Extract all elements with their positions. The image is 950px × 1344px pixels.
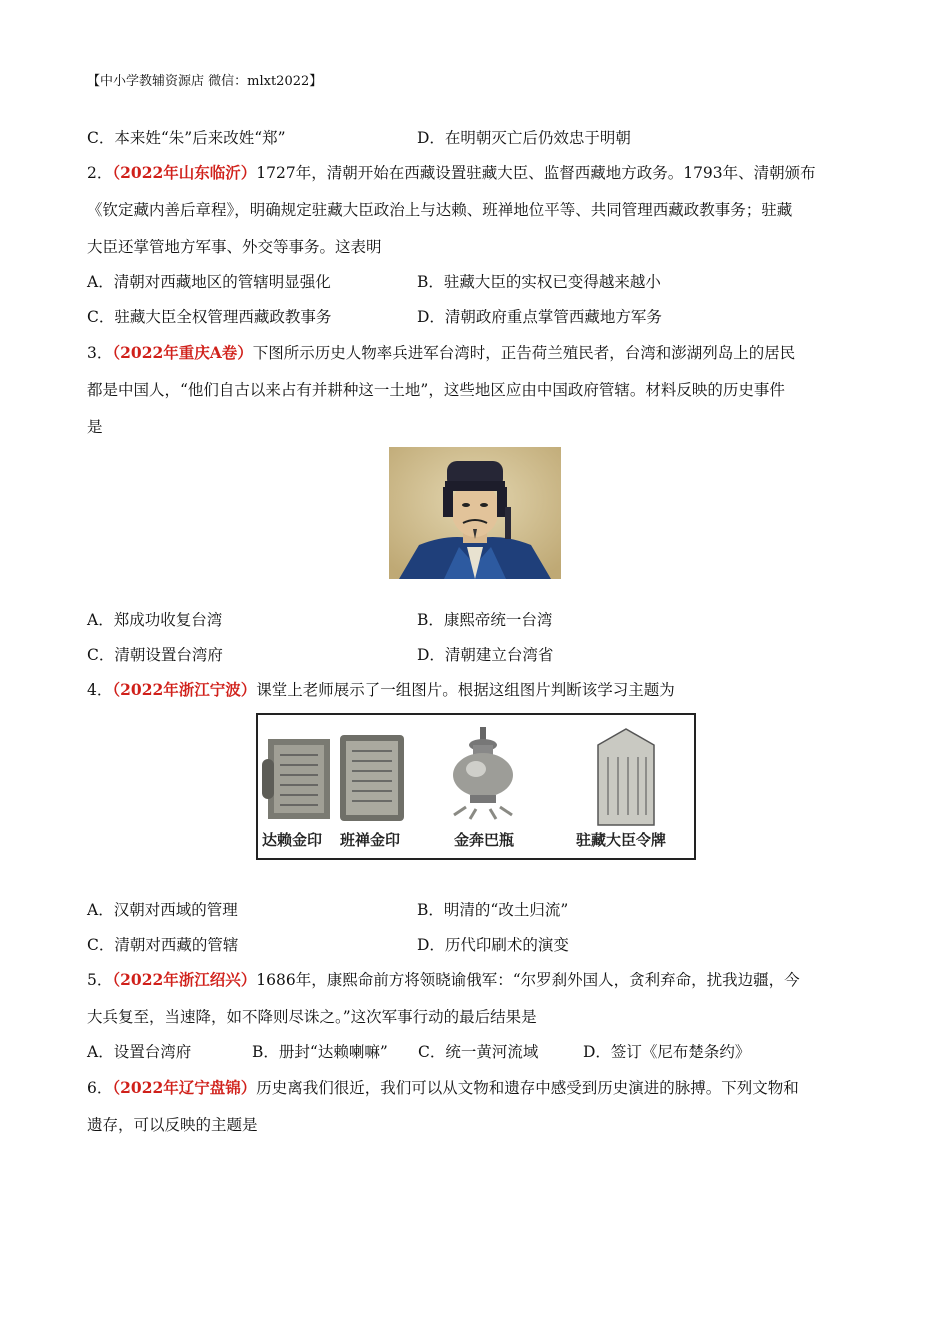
q4-option-d: D．历代印刷术的演变 bbox=[417, 936, 569, 954]
artifact-label-golden-urn: 金奔巴瓶 bbox=[454, 831, 515, 849]
q3-text: 下图所示历史人物率兵进军台湾时，正告荷兰殖民者，台湾和澎湖列岛上的居民 bbox=[252, 344, 796, 362]
artifacts-image bbox=[256, 713, 696, 860]
q4-stem-line-1 bbox=[87, 680, 675, 700]
dalai-seal-icon bbox=[262, 739, 330, 819]
q6-source: （2022年辽宁盘锦） bbox=[112, 1078, 257, 1097]
q2-text: 1727年，清朝开始在西藏设置驻藏大臣、监督西藏地方政务。1793年、清朝颁布 bbox=[256, 164, 816, 182]
q5-option-d: D．签订《尼布楚条约》 bbox=[583, 1043, 751, 1061]
amban-token-icon bbox=[598, 729, 654, 825]
artifact-label-dalai-seal: 达赖金印 bbox=[262, 831, 323, 849]
q4-option-a: A．汉朝对西域的管理 bbox=[87, 901, 238, 919]
panchen-seal-icon bbox=[340, 735, 404, 821]
q2-option-d: D．清朝政府重点掌管西藏地方军务 bbox=[417, 308, 662, 326]
q5-stem-line-1 bbox=[87, 970, 800, 990]
q5-option-b: B．册封“达赖喇嘛” bbox=[252, 1043, 388, 1061]
q5-option-a: A．设置台湾府 bbox=[87, 1043, 192, 1061]
q6-stem-line-1 bbox=[87, 1078, 799, 1098]
q3-source: （2022年重庆A卷） bbox=[112, 343, 253, 362]
q2-option-c: C．驻藏大臣全权管理西藏政教事务 bbox=[87, 308, 332, 326]
q4-option-b: B．明清的“改土归流” bbox=[417, 901, 569, 919]
portrait-illustration bbox=[389, 447, 561, 579]
q6-stem-line-2: 遗存，可以反映的主题是 bbox=[87, 1116, 258, 1134]
artifact-label-panchen-seal: 班禅金印 bbox=[340, 831, 401, 849]
golden-urn-icon bbox=[453, 727, 513, 819]
q4-source: （2022年浙江宁波） bbox=[112, 680, 257, 699]
q2-option-a: A．清朝对西藏地区的管辖明显强化 bbox=[87, 273, 331, 291]
q2-number: 2． bbox=[87, 164, 113, 182]
page-header: 【中小学教辅资源店 微信：mlxt2022】 bbox=[87, 74, 323, 89]
q3-number: 3． bbox=[87, 344, 113, 362]
q4-text: 课堂上老师展示了一组图片。根据这组图片判断该学习主题为 bbox=[256, 681, 675, 699]
q6-number: 6． bbox=[87, 1079, 113, 1097]
q3-option-d: D．清朝建立台湾省 bbox=[417, 646, 554, 664]
q1-option-d: D．在明朝灭亡后仍效忠于明朝 bbox=[417, 129, 631, 147]
q3-option-a: A．郑成功收复台湾 bbox=[87, 611, 223, 629]
q5-stem-line-2: 大兵复至，当速降，如不降则尽诛之。”这次军事行动的最后结果是 bbox=[87, 1008, 537, 1026]
q4-option-c: C．清朝对西藏的管辖 bbox=[87, 936, 239, 954]
q2-source: （2022年山东临沂） bbox=[112, 163, 257, 182]
q3-option-c: C．清朝设置台湾府 bbox=[87, 646, 223, 664]
q4-number: 4． bbox=[87, 681, 113, 699]
portrait-image bbox=[389, 447, 561, 579]
q5-source: （2022年浙江绍兴） bbox=[112, 970, 257, 989]
q2-stem-line-1 bbox=[87, 163, 816, 183]
q2-stem-line-2: 《钦定藏内善后章程》，明确规定驻藏大臣政治上与达赖、班禅地位平等、共同管理西藏政教事务；驻藏 bbox=[87, 201, 793, 219]
q3-stem-line-3: 是 bbox=[87, 418, 103, 436]
q2-stem-line-3: 大臣还掌管地方军事、外交等事务。这表明 bbox=[87, 238, 382, 256]
q5-number: 5． bbox=[87, 971, 113, 989]
q3-stem-line-2: 都是中国人，“他们自古以来占有并耕种这一土地”，这些地区应由中国政府管辖。材料反映的历史事件 bbox=[87, 381, 785, 399]
q5-option-c: C．统一黄河流域 bbox=[418, 1043, 539, 1061]
q3-stem-line-1 bbox=[87, 343, 795, 363]
q1-option-c: C．本来姓“朱”后来改姓“郑” bbox=[87, 129, 286, 147]
q3-option-b: B．康熙帝统一台湾 bbox=[417, 611, 553, 629]
artifact-label-amban-token: 驻藏大臣令牌 bbox=[576, 831, 667, 849]
q2-option-b: B．驻藏大臣的实权已变得越来越小 bbox=[417, 273, 661, 291]
q5-text: 1686年，康熙命前方将领晓谕俄军：“尔罗刹外国人，贪利弃命，扰我边疆，今 bbox=[256, 971, 800, 989]
q6-text: 历史离我们很近，我们可以从文物和遗存中感受到历史演进的脉搏。下列文物和 bbox=[256, 1079, 799, 1097]
